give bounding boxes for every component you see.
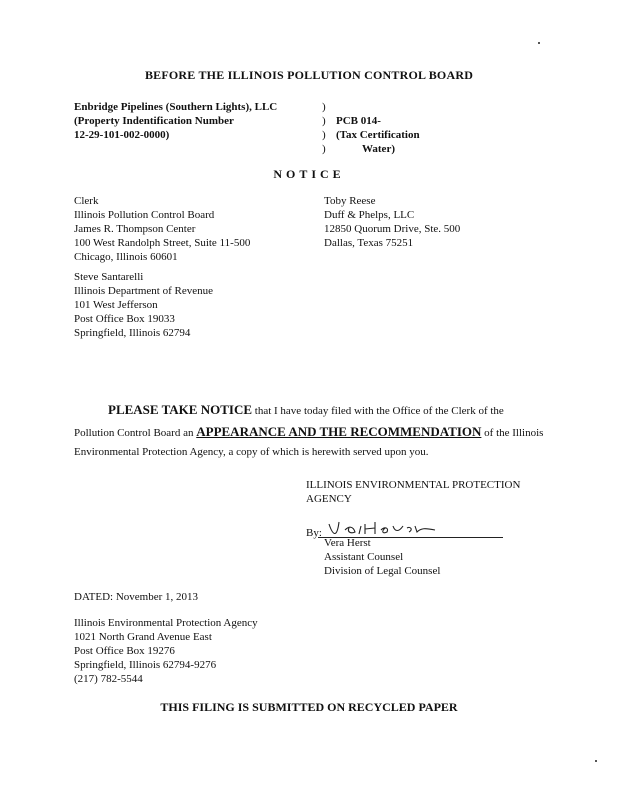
address-line: James R. Thompson Center [74, 223, 196, 235]
case-parties [74, 100, 277, 142]
date-line: DATED: November 1, 2013 [74, 591, 199, 603]
address-line: 1021 North Grand Avenue East [74, 631, 212, 643]
address-line: Illinois Environmental Protection Agency [74, 617, 258, 629]
scan-speck [538, 42, 540, 44]
signatory-division: Division of Legal Counsel [324, 565, 441, 577]
body-line-1 [108, 402, 504, 418]
address-line: Chicago, Illinois 60601 [74, 251, 178, 263]
address-line: 101 West Jefferson [74, 299, 158, 311]
address-line: Springfield, Illinois 62794 [74, 327, 191, 339]
signatory-name: Vera Herst [324, 537, 371, 549]
signatory [324, 536, 440, 578]
address-line: Duff & Phelps, LLC [324, 209, 415, 221]
address-line: 12850 Quorum Drive, Ste. 500 [324, 223, 461, 235]
agency-address [74, 616, 258, 686]
case-party-line: 12-29-101-002-0000) [74, 129, 170, 141]
bracket: ) [322, 115, 326, 127]
body-line-2 [74, 424, 543, 440]
address-line: Post Office Box 19276 [74, 645, 175, 657]
recycled-paper-footer: THIS FILING IS SUBMITTED ON RECYCLED PAPER [160, 700, 458, 714]
body-line-3: Environmental Protection Agency, a copy of which is herewith served upon you. [74, 446, 429, 458]
bracket: ) [322, 129, 326, 141]
address-line: Illinois Pollution Control Board [74, 209, 215, 221]
bracket: ) [322, 143, 326, 155]
document-caption: BEFORE THE ILLINOIS POLLUTION CONTROL BOARD [144, 68, 474, 82]
address-line: (217) 782-5544 [74, 673, 143, 685]
address-line: Dallas, Texas 75251 [324, 237, 414, 249]
filing-title: APPEARANCE AND THE RECOMMENDATION [196, 424, 482, 439]
case-brackets [322, 100, 326, 156]
address-line: Toby Reese [324, 195, 376, 207]
signing-agency [306, 478, 520, 506]
case-type-cont: Water) [362, 143, 395, 155]
address-line: 100 West Randolph Street, Suite 11-500 [74, 237, 251, 249]
address-line: Illinois Department of Revenue [74, 285, 213, 297]
address-line: Clerk [74, 195, 99, 207]
case-number: PCB 014- [336, 115, 381, 127]
recipient-clerk [74, 194, 250, 264]
address-line: Steve Santarelli [74, 271, 144, 283]
body-text: of the Illinois [481, 427, 544, 439]
by-label: By: [306, 527, 322, 539]
recipient-santarelli [74, 270, 213, 340]
notice-lead: PLEASE TAKE NOTICE [108, 402, 253, 417]
case-party-line: (Property Indentification Number [74, 115, 234, 127]
agency-line: ILLINOIS ENVIRONMENTAL PROTECTION [306, 479, 521, 491]
agency-line: AGENCY [306, 493, 352, 505]
notice-heading: NOTICE [273, 167, 345, 181]
scan-speck [595, 760, 597, 762]
bracket: ) [322, 101, 326, 113]
address-line: Springfield, Illinois 62794-9276 [74, 659, 217, 671]
case-type: (Tax Certification [336, 129, 420, 141]
recipient-reese [324, 194, 460, 250]
body-text: Pollution Control Board an [74, 427, 197, 439]
body-text: that I have today filed with the Office of the Clerk of the [252, 405, 504, 417]
address-line: Post Office Box 19033 [74, 313, 175, 325]
signatory-title: Assistant Counsel [324, 551, 404, 563]
case-party-line: Enbridge Pipelines (Southern Lights), LLC [74, 101, 278, 113]
